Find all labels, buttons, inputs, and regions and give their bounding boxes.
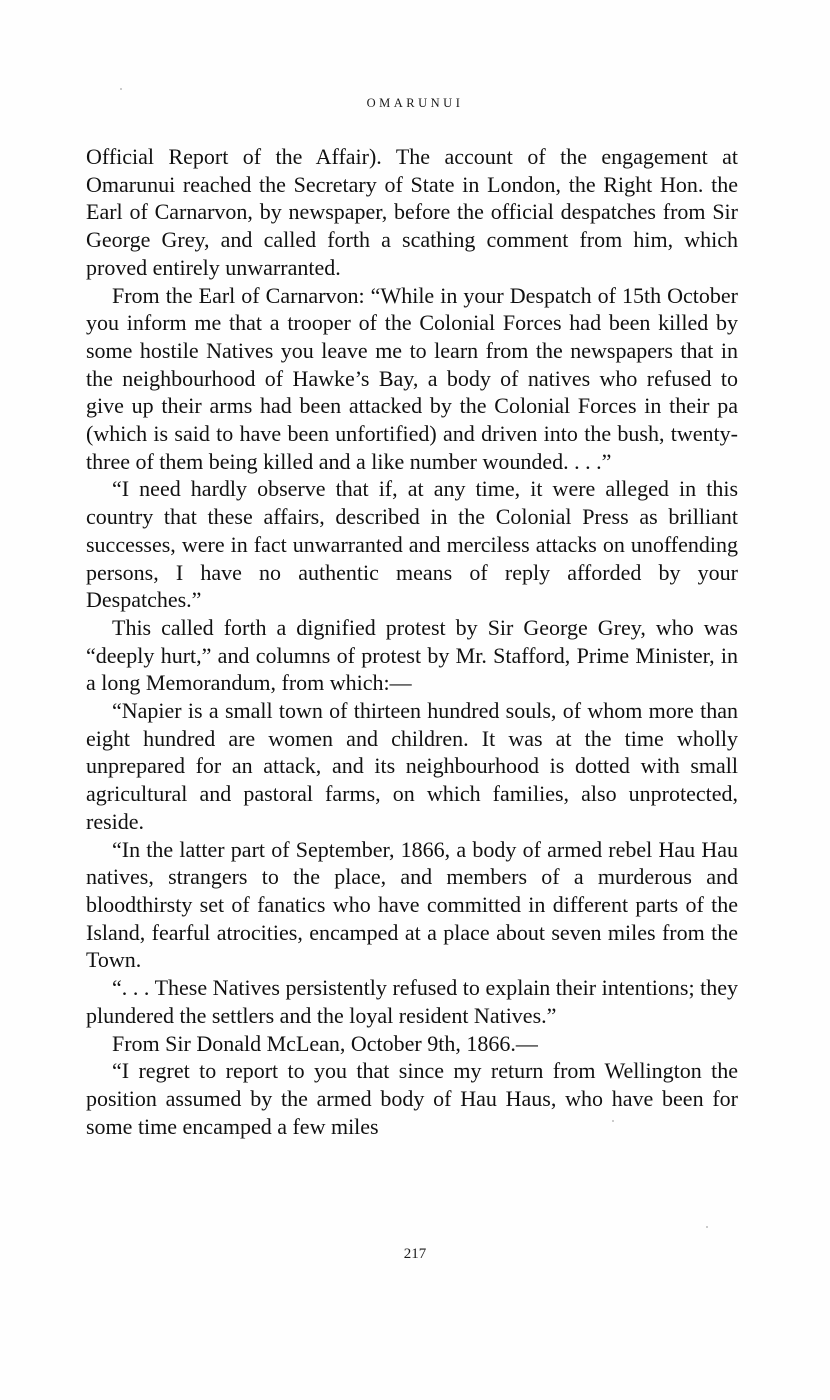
paragraph: “In the latter part of September, 1866, a body of armed rebel Hau Hau natives, strangers to the place, and members of a murderous and bloodthirsty set of fanatics who have committed in different parts of the Island, fearful atrocities, encamped at a place about seven miles from the Town. <box>86 836 738 973</box>
paragraph: From Sir Donald McLean, October 9th, 1866.— <box>112 1030 538 1056</box>
paper-speck <box>612 1120 614 1122</box>
paper-speck <box>706 1226 708 1228</box>
paragraph: From the Earl of Carnarvon: “While in your Despatch of 15th October you inform me that a trooper of the Colonial Forces had been killed by some hostile Natives you leave me to learn from the newspapers that in the neighbourhood of Hawke’s Bay, a body of natives who refused to give up their arms had been attacked by the Colonial Forces in their pa (which is said to have been unfortified) and driven into the bush, twenty-three of them being killed and a like number wounded. . . .” <box>86 282 738 474</box>
paragraph: This called forth a dignified protest by Sir George Grey, who was “deeply hurt,” and columns of protest by Mr. Stafford, Prime Minister, in a long Memorandum, from which:— <box>86 614 738 696</box>
paragraph: “Napier is a small town of thirteen hundred souls, of whom more than eight hundred are women and children. It was at the time wholly unprepared for an attack, and its neighbourhood is dotted with small agricultural and pastoral farms, on which families, also unprotected, reside. <box>86 698 738 834</box>
paragraph: “. . . These Natives persistently refused to explain their intentions; they plundered the settlers and the loyal resident Natives.” <box>86 975 738 1028</box>
body-text <box>86 143 738 1140</box>
paper-speck <box>120 88 122 90</box>
paragraph: “I need hardly observe that if, at any time, it were alleged in this country that these affairs, described in the Colonial Press as brilliant successes, were in fact unwarranted and merciless attacks on unoffending persons, I have no authentic means of reply afforded by your Despatches.” <box>86 476 738 613</box>
page-number: 217 <box>403 1246 427 1262</box>
paragraph: Official Report of the Affair). The account of the engagement at Omarunui reached the Secretary of State in London, the Right Hon. the Earl of Carnarvon, by newspaper, before the official despatches from Sir George Grey, and called forth a scathing comment from him, which proved entirely unwarranted. <box>86 144 738 280</box>
paragraph: “I regret to report to you that since my return from Wellington the position assumed by the armed body of Hau Haus, who have been for some time encamped a few miles <box>86 1058 738 1139</box>
running-head: OMARUNUI <box>366 96 464 110</box>
